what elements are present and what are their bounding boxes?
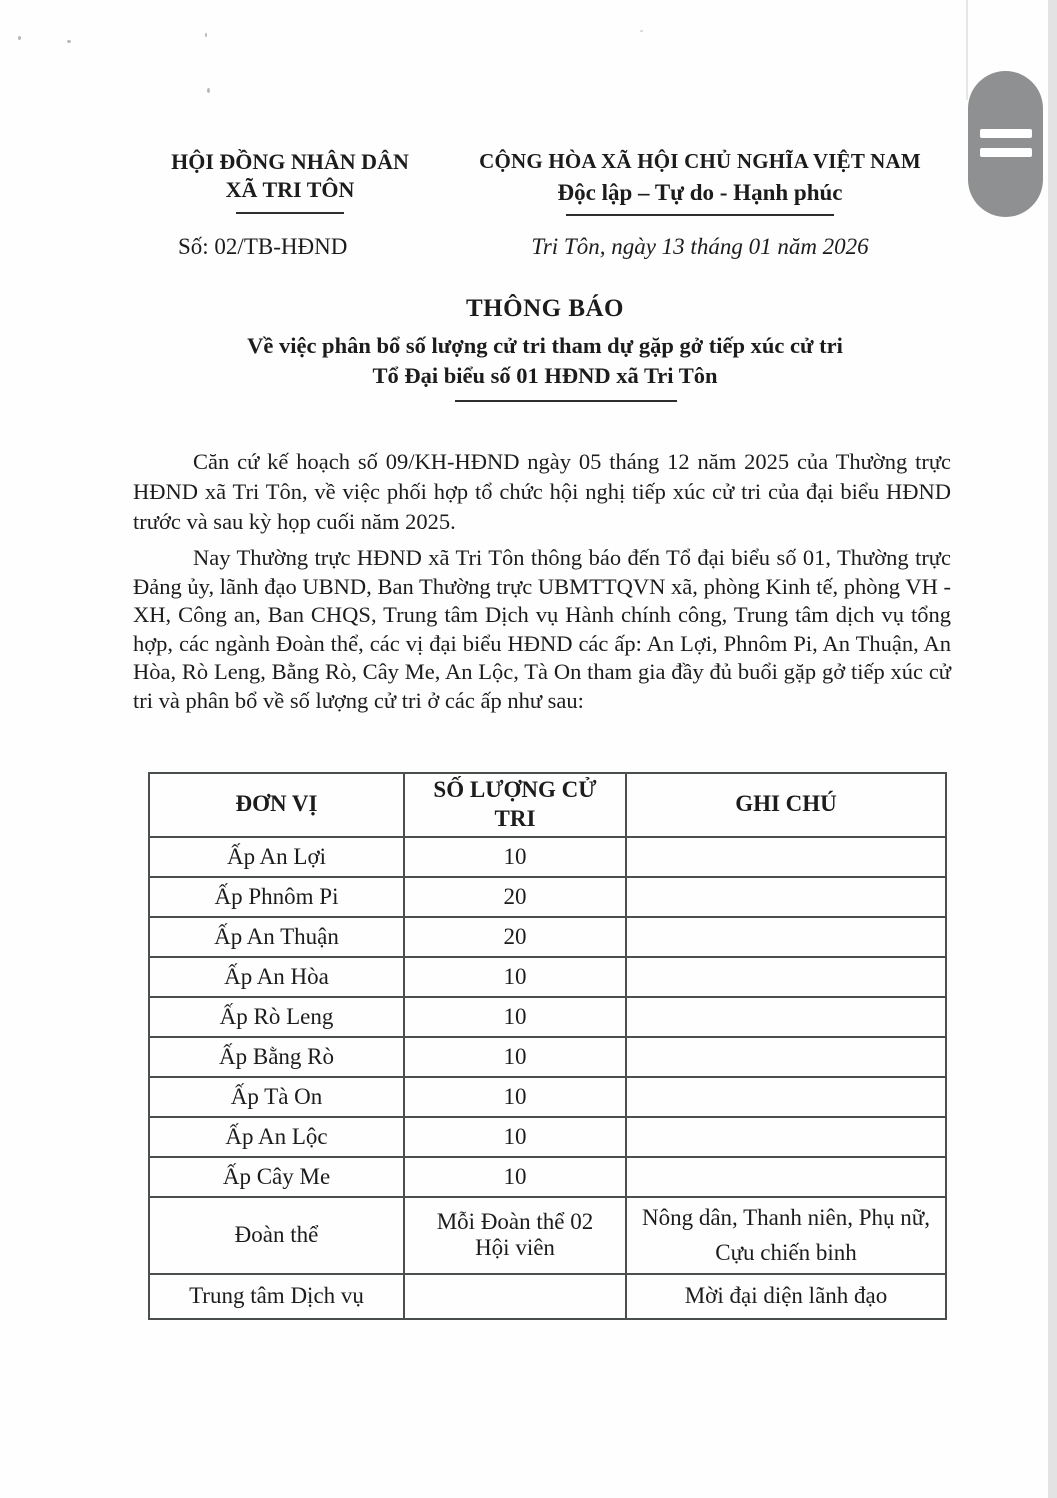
national-name: CỘNG HÒA XÃ HỘI CHỦ NGHĨA VIỆT NAM bbox=[479, 149, 921, 173]
cell-note bbox=[626, 1037, 946, 1077]
title-line3: Tổ Đại biểu số 01 HĐND xã Tri Tôn bbox=[372, 362, 718, 388]
cell-unit: Ấp An Lộc bbox=[149, 1117, 404, 1157]
cell-count: 10 bbox=[404, 837, 626, 877]
cell-unit: Ấp An Lợi bbox=[149, 837, 404, 877]
page-edge-shadow bbox=[1048, 0, 1057, 1498]
cell-count bbox=[404, 1274, 626, 1319]
cell-note bbox=[626, 997, 946, 1037]
scan-speck bbox=[205, 33, 207, 37]
org-underline bbox=[236, 212, 344, 214]
cell-count: 10 bbox=[404, 957, 626, 997]
drag-handle-icon bbox=[980, 129, 1032, 138]
cell-note bbox=[626, 917, 946, 957]
paragraph-legal-basis: Căn cứ kế hoạch số 09/KH-HĐND ngày 05 tháng 12 năm 2025 của Thường trực HĐND xã Tri Tôn, về việc phối hợp tổ chức hội nghị tiếp xúc cử tri của đại biểu HĐND trước và sau kỳ họp cuối năm 2025. bbox=[133, 449, 951, 534]
cell-note bbox=[626, 1077, 946, 1117]
title-underline bbox=[455, 400, 677, 402]
cell-count: 10 bbox=[404, 1077, 626, 1117]
table-row bbox=[149, 1077, 946, 1117]
cell-note: Mời đại diện lãnh đạo bbox=[626, 1274, 946, 1319]
date-line: Tri Tôn, ngày 13 tháng 01 năm 2026 bbox=[531, 234, 869, 259]
col-header-unit: ĐƠN VỊ bbox=[149, 773, 404, 837]
issuing-org-block bbox=[130, 148, 450, 214]
national-header-block bbox=[440, 148, 960, 216]
national-motto: Độc lập – Tự do - Hạnh phúc bbox=[557, 180, 843, 206]
cell-note bbox=[626, 1157, 946, 1197]
col-header-voter-count: SỐ LƯỢNG CỬ TRI bbox=[404, 773, 626, 837]
org-name-line1: HỘI ĐỒNG NHÂN DÂN bbox=[171, 149, 409, 174]
document-number: Số: 02/TB-HĐND bbox=[178, 234, 348, 259]
scan-speck bbox=[207, 88, 210, 93]
document-title-block bbox=[120, 292, 970, 402]
cell-note bbox=[626, 837, 946, 877]
cell-count: 20 bbox=[404, 917, 626, 957]
scan-speck bbox=[67, 40, 71, 43]
voter-allocation-table bbox=[148, 772, 947, 1320]
cell-count: 20 bbox=[404, 877, 626, 917]
scroll-handle-button[interactable] bbox=[968, 71, 1043, 217]
table-row bbox=[149, 1274, 946, 1319]
cell-unit: Ấp An Hòa bbox=[149, 957, 404, 997]
drag-handle-icon bbox=[980, 148, 1032, 157]
title-line2: Về việc phân bổ số lượng cử tri tham dự gặp gở tiếp xúc cử tri bbox=[247, 333, 843, 358]
paragraph-announcement: Nay Thường trực HĐND xã Tri Tôn thông báo đến Tổ đại biểu số 01, Thường trực Đảng ủy, lãnh đạo UBND, Ban Thường trực UBMTTQVN xã, phòng Kinh tế, phòng VH - XH, Công an, Ban CHQS, Trung tâm Dịch vụ Hành chính công, Trung tâm dịch vụ tổng hợp, các ngành Đoàn thể, các vị đại biểu HĐND các ấp: An Lợi, Phnôm Pi, An Thuận, An Hòa, Rò Leng, Bằng Rò, Cây Me, An Lộc, Tà On tham gia đầy đủ buổi gặp gở tiếp xúc cử tri và phân bổ về số lượng cử tri ở các ấp như sau: bbox=[133, 545, 951, 713]
table-row bbox=[149, 957, 946, 997]
table-header-row bbox=[149, 773, 946, 837]
cell-count: 10 bbox=[404, 1117, 626, 1157]
table-row bbox=[149, 997, 946, 1037]
cell-note bbox=[626, 1117, 946, 1157]
scan-speck bbox=[640, 30, 643, 32]
cell-count: 10 bbox=[404, 997, 626, 1037]
scan-edge-line bbox=[966, 0, 968, 100]
cell-note bbox=[626, 957, 946, 997]
col-header-notes: GHI CHÚ bbox=[626, 773, 946, 837]
cell-unit: Ấp Phnôm Pi bbox=[149, 877, 404, 917]
scan-speck bbox=[18, 36, 21, 40]
cell-unit: Ấp Cây Me bbox=[149, 1157, 404, 1197]
table-row bbox=[149, 1197, 946, 1274]
cell-note: Nông dân, Thanh niên, Phụ nữ, Cựu chiến binh bbox=[626, 1197, 946, 1274]
table-row bbox=[149, 1037, 946, 1077]
table-row bbox=[149, 877, 946, 917]
cell-unit: Ấp Rò Leng bbox=[149, 997, 404, 1037]
cell-unit: Trung tâm Dịch vụ bbox=[149, 1274, 404, 1319]
title-line1: THÔNG BÁO bbox=[466, 295, 624, 322]
cell-count: 10 bbox=[404, 1037, 626, 1077]
cell-count: 10 bbox=[404, 1157, 626, 1197]
cell-note bbox=[626, 877, 946, 917]
cell-unit: Ấp Bằng Rò bbox=[149, 1037, 404, 1077]
motto-underline bbox=[566, 214, 834, 216]
cell-count: Mỗi Đoàn thể 02 Hội viên bbox=[404, 1197, 626, 1274]
table-row bbox=[149, 1117, 946, 1157]
cell-unit: Ấp Tà On bbox=[149, 1077, 404, 1117]
table-row bbox=[149, 1157, 946, 1197]
org-name-line2: XÃ TRI TÔN bbox=[225, 176, 355, 202]
table-row bbox=[149, 917, 946, 957]
cell-unit: Đoàn thể bbox=[149, 1197, 404, 1274]
cell-unit: Ấp An Thuận bbox=[149, 917, 404, 957]
table-row bbox=[149, 837, 946, 877]
